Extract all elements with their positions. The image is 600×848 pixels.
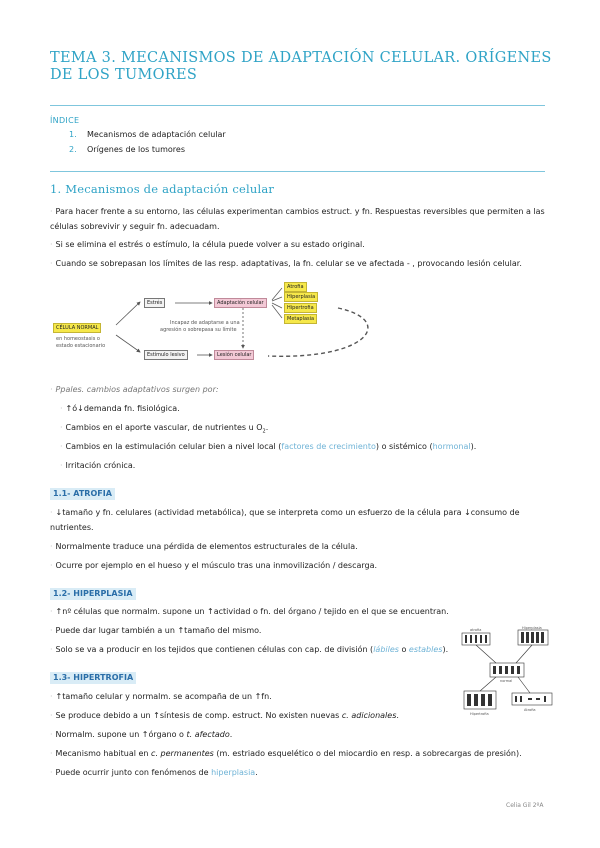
subsection-heading-atrofia: 1.1- ATROFIA [50, 488, 115, 500]
index-heading: ÍNDICE [50, 116, 80, 125]
divider [50, 105, 545, 106]
paragraph: nutrientes. [50, 523, 94, 532]
type-hipertrofia: Hipertrofia [284, 303, 317, 313]
index-label: Orígenes de los tumores [87, 145, 185, 154]
stimulus-box: Estímulo lesivo [144, 350, 188, 360]
adaptation-box: Adaptación celular [214, 298, 267, 308]
page-footer: Celia Gil 2ºA [506, 802, 544, 809]
paragraph: · ↑nº células que normalm. supone un ↑actividad o fn. del órgano / tejido en el que se encuentran. [50, 607, 449, 616]
paragraph: · Solo se va a producir en los tejidos que contienen células con cap. de división (lábiles o estables). [50, 645, 449, 654]
paragraph: · Puede dar lugar también a un ↑tamaño del mismo. [50, 626, 262, 635]
type-atrofia: Atrofia [284, 282, 307, 292]
cause-item: · Cambios en la estimulación celular bien a nivel local (factores de crecimiento) o sistémico (hormonal). [60, 442, 477, 451]
stress-box: Estrés [144, 298, 165, 308]
figure-label: Hiperplasia [522, 626, 542, 630]
cause-item: · Cambios en el aporte vascular, de nutrientes u $O_2$. [60, 423, 269, 435]
paragraph: · Si se elimina el estrés o estímulo, la célula puede volver a su estado original. [50, 240, 365, 249]
normal-cell-note: estado estacionario [56, 343, 106, 349]
figure-label: normal [500, 679, 513, 683]
subsection-heading-hipertrofia: 1.3- HIPERTROFIA [50, 672, 136, 684]
paragraph: · Puede ocurrir junto con fenómenos de hiperplasia. [50, 768, 258, 777]
index-item[interactable] [69, 130, 226, 139]
divider [50, 171, 545, 172]
normal-cell-box: CÉLULA NORMAL [53, 323, 101, 333]
cause-item: · ↑ó↓demanda fn. fisiológica. [60, 404, 180, 413]
normal-cell-note: en homeostasis o [56, 336, 100, 342]
page-title: TEMA 3. MECANISMOS DE ADAPTACIÓN CELULAR. ORÍGENES DE LOS TUMORES [50, 50, 552, 83]
paragraph: · Mecanismo habitual en c. permanentes (m. estriado esquelético o del miocardio en resp. a sobrecargas de presión). [50, 749, 522, 758]
cell-figure-graphic [460, 625, 555, 720]
type-metaplasia: Metaplasia [284, 314, 317, 324]
injury-box: Lesión celular [214, 350, 254, 360]
index-number: 2. [69, 145, 77, 154]
index-number: 1. [69, 130, 77, 139]
paragraph: · Cuando se sobrepasan los límites de las resp. adaptativas, la fn. celular se ve afectada - , provocando lesión celular. [50, 259, 522, 268]
paragraph: · Ocurre por ejemplo en el hueso y el músculo tras una inmovilización / descarga. [50, 561, 378, 570]
subsection-heading-hiperplasia: 1.2- HIPERPLASIA [50, 588, 136, 600]
causes-intro: · Ppales. cambios adaptativos surgen por: [50, 385, 219, 394]
paragraph: · Normalmente traduce una pérdida de elementos estructurales de la célula. [50, 542, 358, 551]
index-item[interactable] [69, 145, 185, 154]
paragraph: · Se produce debido a un ↑síntesis de comp. estruct. No existen nuevas c. adicionales. [50, 711, 399, 720]
unable-note: Incapaz de adaptarse a una [170, 320, 240, 326]
paragraph: células sobrevivir y seguir fn. adecuadam. [50, 222, 220, 231]
paragraph: · Para hacer frente a su entorno, las células experimentan cambios estruct. y fn. Respuestas reversibles que permiten a las [50, 207, 545, 216]
cell-adaptation-figure [460, 625, 555, 720]
paragraph: · ↓tamaño y fn. celulares (actividad metabólica), que se interpreta como un esfuerzo de la célula para ↓consumo de [50, 508, 520, 517]
type-hiperplasia: Hiperplasia [284, 292, 318, 302]
cause-item: · Irritación crónica. [60, 461, 136, 470]
paragraph: · ↑tamaño celular y normalm. se acompaña de un ↑fn. [50, 692, 272, 701]
section-heading: 1. Mecanismos de adaptación celular [50, 182, 275, 196]
adaptation-diagram [50, 280, 380, 360]
figure-label: Hipertrofia [470, 712, 489, 716]
index-label: Mecanismos de adaptación celular [87, 130, 226, 139]
paragraph: · Normalm. supone un ↑órgano o t. afectado. [50, 730, 233, 739]
unable-note: agresión o sobrepasa su límite [160, 327, 237, 333]
figure-label: atrofia [470, 628, 482, 632]
figure-label: Atrofia [524, 708, 536, 712]
